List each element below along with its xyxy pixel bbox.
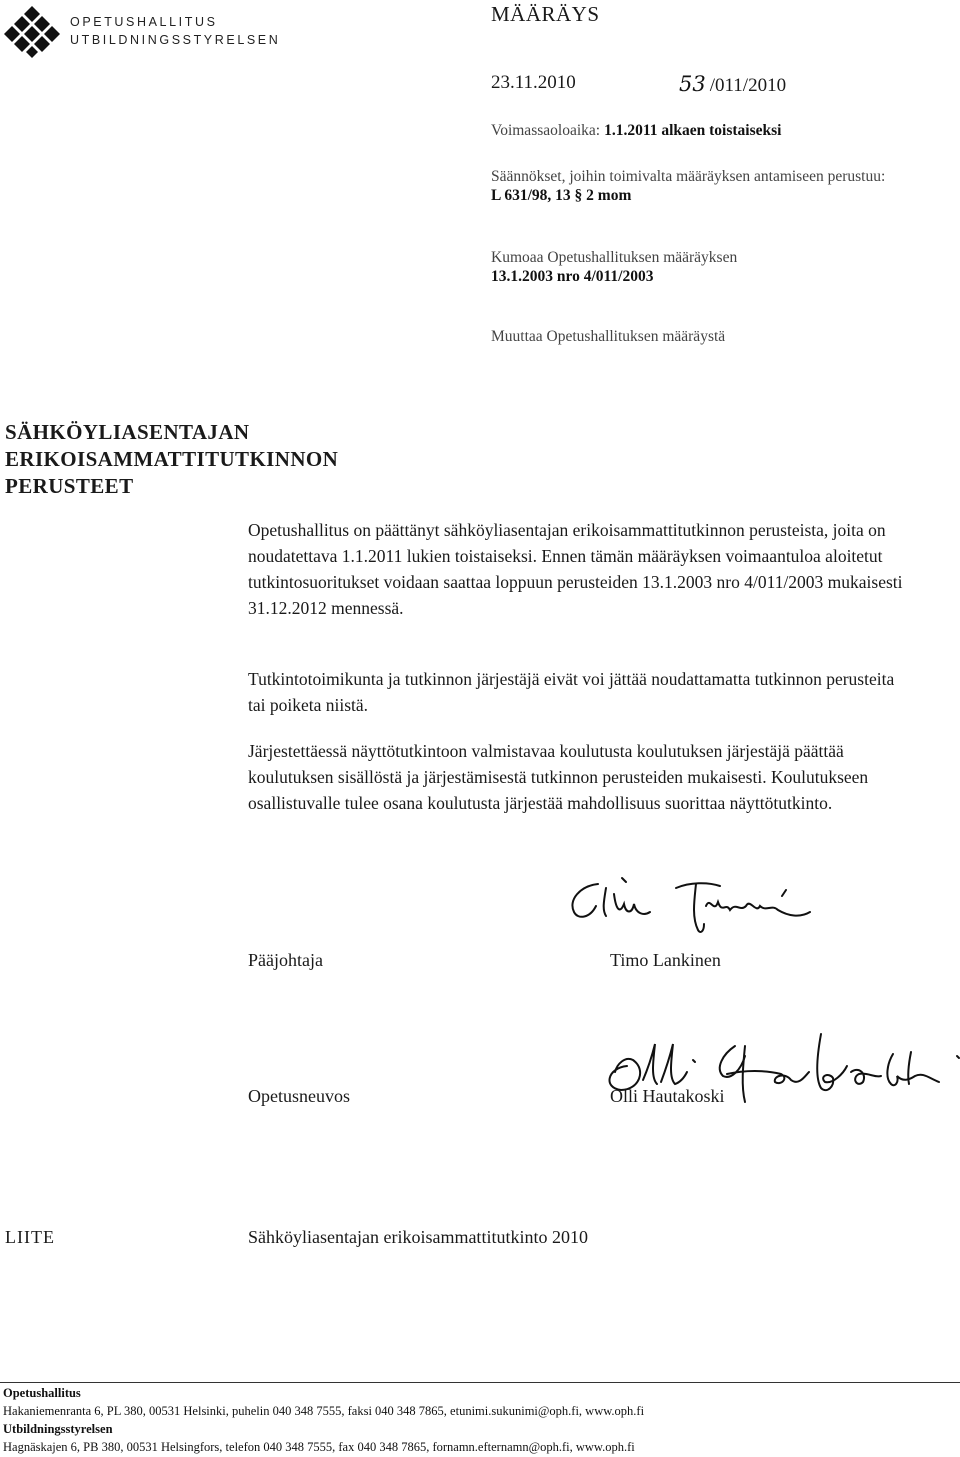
footer-divider <box>0 1382 960 1383</box>
title-line-3: PERUSTEET <box>5 474 134 498</box>
document-date: 23.11.2010 <box>491 72 576 93</box>
amends-label: Muuttaa Opetushallituksen määräystä <box>491 328 726 345</box>
document-title <box>5 419 338 500</box>
body-paragraph-3: Järjestettäessä näyttötutkintoon valmistavaa koulutusta koulutuksen järjestäjä päättää koulutuksen sisällöstä ja järjestämisestä tutkinnon perusteiden mukaisesti. Koulutukseen osallistuvalle tulee osana koulutusta järjestää mahdollisuus suorittaa näyttötutkinto. <box>248 741 869 813</box>
body-paragraph-2: Tutkintotoimikunta ja tutkinnon järjestäjä eivät voi jättää noudattamatta tutkinnon perusteita tai poiketa niistä. <box>248 669 895 715</box>
footer-org-sv: Utbildningsstyrelsen <box>3 1422 113 1436</box>
validity-label: Voimassaoloaika: <box>491 122 601 139</box>
organization-name-sv: UTBILDNINGSSTYRELSEN <box>70 33 281 47</box>
document-number-suffix: /011/2010 <box>709 75 787 96</box>
cancels-value: 13.1.2003 nro 4/011/2003 <box>491 268 654 285</box>
signatory-2-name: Olli Hautakoski <box>610 1086 725 1106</box>
title-line-1: SÄHKÖYLIASENTAJAN <box>5 420 250 444</box>
regulations-label: Säännökset, joihin toimivalta määräyksen antamiseen perustuu: <box>491 168 886 185</box>
footer-address-fi: Hakaniemenranta 6, PL 380, 00531 Helsinki, puhelin 040 348 7555, faksi 040 348 7865, etunimi.sukunimi@oph.fi, www.oph.fi <box>3 1404 645 1418</box>
regulations-value: L 631/98, 13 § 2 mom <box>491 187 632 204</box>
document-type: MÄÄRÄYS <box>491 2 600 26</box>
handwritten-signature-1 <box>560 866 850 936</box>
signatory-1-name: Timo Lankinen <box>610 950 721 970</box>
validity <box>491 122 781 140</box>
cancels <box>491 248 911 286</box>
attachment-text: Sähköyliasentajan erikoisammattitutkinto 2010 <box>248 1227 588 1247</box>
footer-org-fi: Opetushallitus <box>3 1386 81 1400</box>
document-number <box>679 72 786 97</box>
organization-name-fi: OPETUSHALLITUS <box>70 15 218 29</box>
body-paragraph-1: Opetushallitus on päättänyt sähköyliasentajan erikoisammattitutkinnon perusteista, joita on noudatettava 1.1.2011 lukien toistaiseksi. Ennen tämän määräyksen voimaantuloa aloitetut tutkintosuoritukset voidaan saattaa loppuun perusteiden 13.1.2003 nro 4/011/2003 mukaisesti 31.12.2012 mennessä. <box>248 520 903 618</box>
cancels-label: Kumoaa Opetushallituksen määräyksen <box>491 249 738 266</box>
title-line-2: ERIKOISAMMATTITUTKINNON <box>5 447 339 471</box>
footer-address-sv: Hagnäskajen 6, PB 380, 00531 Helsingfors, telefon 040 348 7555, fax 040 348 7865, fornamn.efternamn@oph.fi, www.oph.fi <box>3 1440 635 1454</box>
signatory-2-role: Opetusneuvos <box>248 1086 350 1106</box>
diamond-cluster-logo-icon <box>4 4 60 60</box>
attachment-label: LIITE <box>5 1227 55 1247</box>
handwritten-number: 53 <box>679 72 706 96</box>
validity-value: 1.1.2011 alkaen toistaiseksi <box>604 122 782 139</box>
regulations <box>491 167 911 205</box>
signatory-1-role: Pääjohtaja <box>248 950 323 970</box>
